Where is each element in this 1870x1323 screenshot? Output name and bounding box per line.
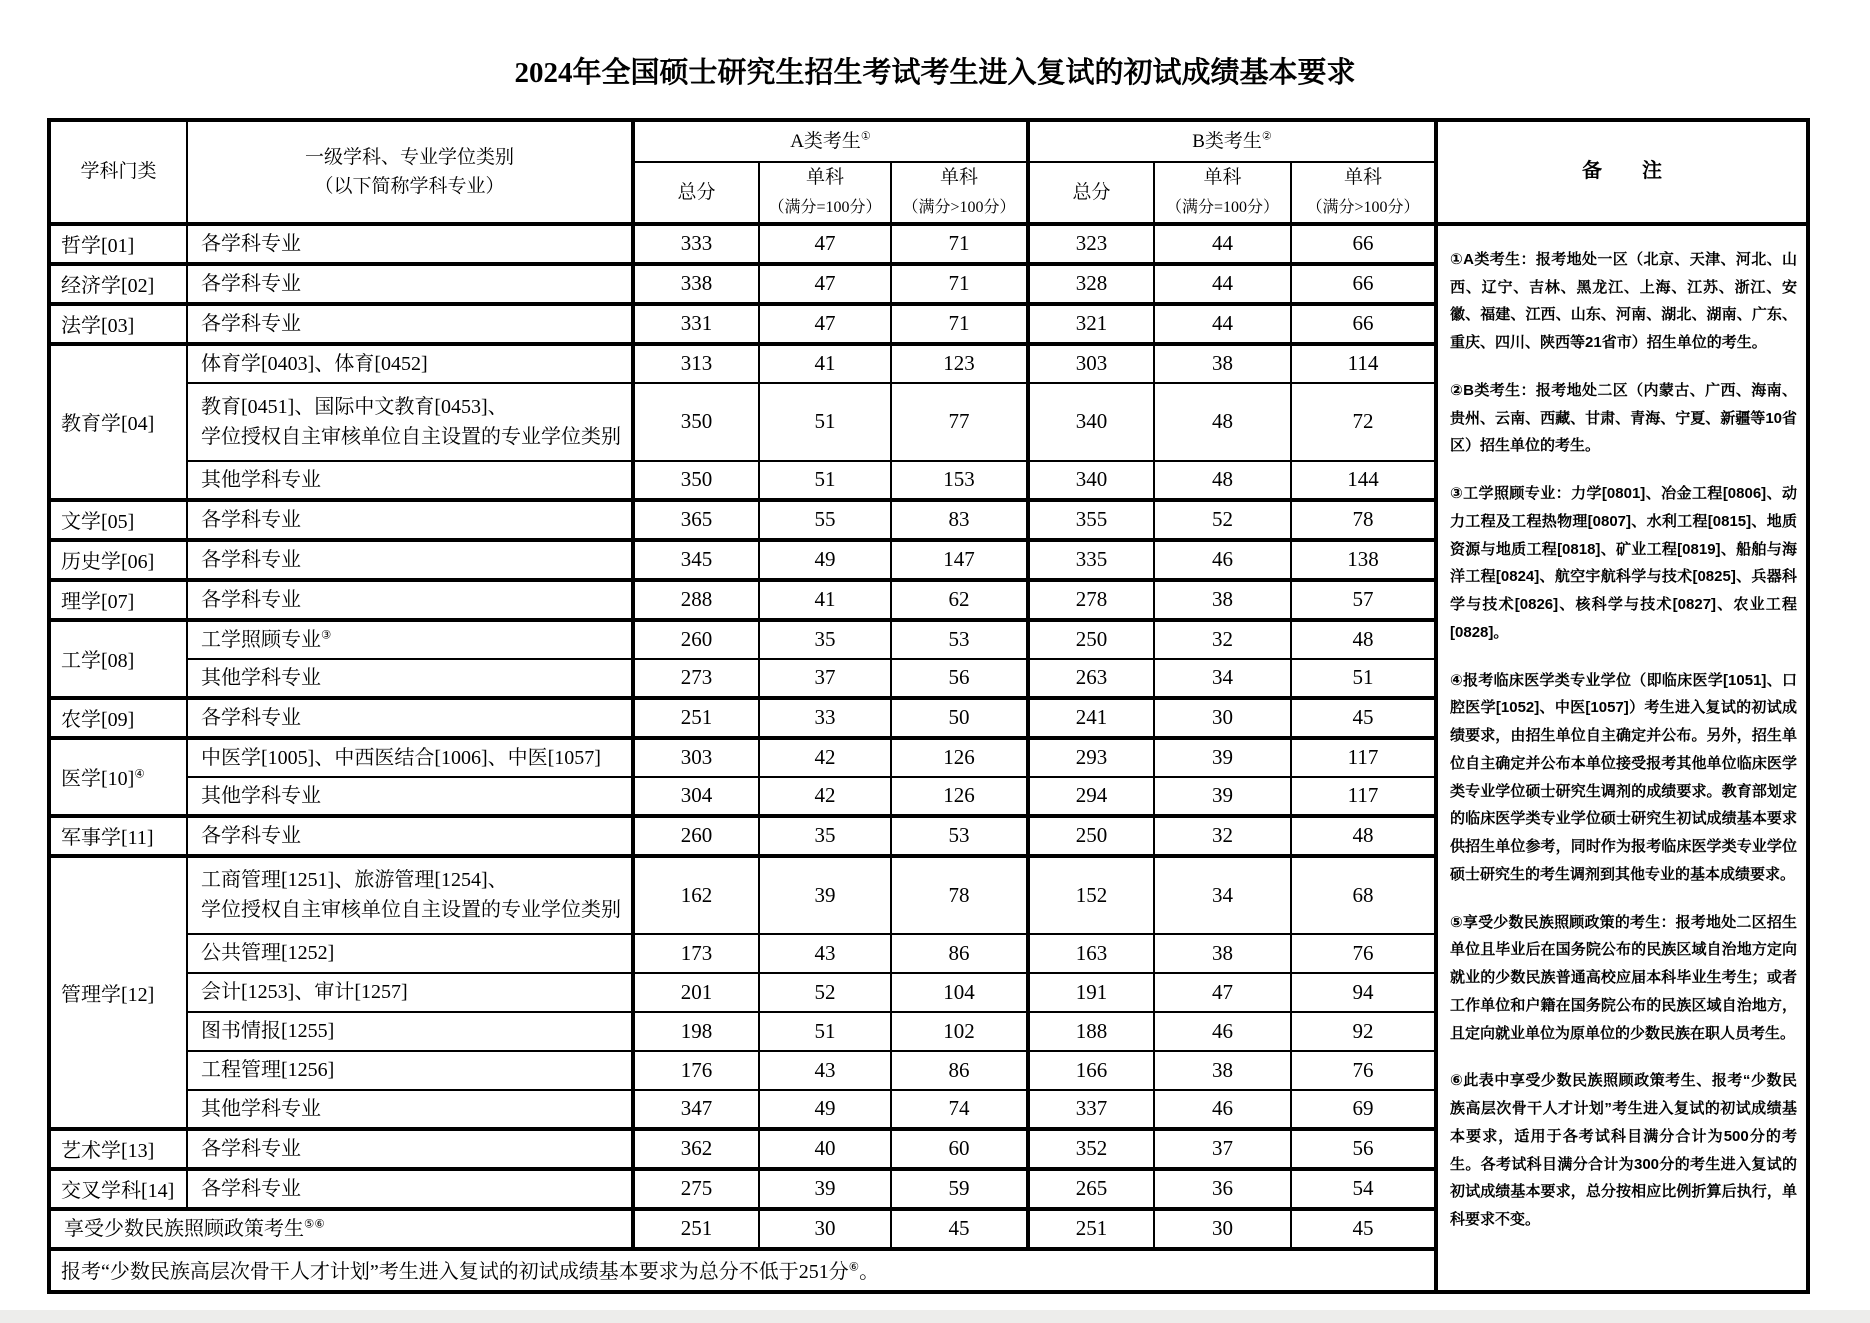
single-sub-label: （满分=100分） xyxy=(1166,199,1280,217)
score-cell: 48 xyxy=(1154,383,1291,461)
score-cell: 337 xyxy=(1028,1090,1154,1129)
score-cell: 66 xyxy=(1291,224,1436,264)
single-label: 单科 xyxy=(940,167,979,188)
specialty-cell: 公共管理[1252] xyxy=(187,934,633,973)
specialty-cell: 各学科专业 xyxy=(187,698,633,738)
score-cell: 39 xyxy=(1154,777,1291,816)
note-ref-sup: ⑤⑥ xyxy=(304,1217,325,1231)
score-cell: 86 xyxy=(891,1051,1028,1090)
score-cell: 328 xyxy=(1028,264,1154,304)
score-cell: 201 xyxy=(633,973,759,1012)
score-cell: 38 xyxy=(1154,934,1291,973)
category-cell: 历史学[06] xyxy=(49,540,187,580)
footer-note-cell: 报考“少数民族高层次骨干人才计划”考生进入复试的初试成绩基本要求为总分不低于251分⑥。 xyxy=(49,1249,1436,1292)
group-a-note-ref: ① xyxy=(860,130,871,143)
score-cell: 69 xyxy=(1291,1090,1436,1129)
group-b-note-ref: ② xyxy=(1261,130,1272,143)
score-cell: 176 xyxy=(633,1051,759,1090)
score-cell: 173 xyxy=(633,934,759,973)
score-cell: 333 xyxy=(633,224,759,264)
score-cell: 365 xyxy=(633,500,759,540)
score-cell: 59 xyxy=(891,1169,1028,1209)
score-cell: 52 xyxy=(1154,500,1291,540)
table-body xyxy=(49,224,1808,1292)
col-header-group-a xyxy=(633,120,1028,162)
score-cell: 335 xyxy=(1028,540,1154,580)
col-header-a-single-gt100 xyxy=(891,162,1028,224)
category-cell: 哲学[01] xyxy=(49,224,187,264)
category-cell: 军事学[11] xyxy=(49,816,187,856)
score-cell: 153 xyxy=(891,461,1028,500)
col-header-specialty-line1: 一级学科、专业学位类别 xyxy=(304,146,514,168)
score-cell: 45 xyxy=(891,1209,1028,1249)
note-paragraph: ⑥此表中享受少数民族照顾政策考生、报考“少数民族高层次骨干人才计划”考生进入复试的初试成绩基本要求，适用于各考试科目满分合计为500分的考生。各考试科目满分合计为300分的考生进入复试的初试成绩基本要求，总分按相应比例折算后执行，单科要求不变。 xyxy=(1450,1072,1798,1229)
single-sub-label: （满分>100分） xyxy=(1306,199,1420,217)
score-cell: 45 xyxy=(1291,698,1436,738)
score-cell: 273 xyxy=(633,659,759,698)
score-cell: 55 xyxy=(759,500,891,540)
specialty-cell: 各学科专业 xyxy=(187,224,633,264)
scan-shadow-band xyxy=(0,1310,1870,1323)
score-cell: 66 xyxy=(1291,264,1436,304)
single-label: 单科 xyxy=(805,167,844,188)
score-cell: 162 xyxy=(633,856,759,934)
score-cell: 126 xyxy=(891,777,1028,816)
score-cell: 46 xyxy=(1154,1090,1291,1129)
specialty-cell: 教育[0451]、国际中文教育[0453]、 学位授权自主审核单位自主设置的专业学位类别 xyxy=(187,383,633,461)
col-header-category: 学科门类 xyxy=(49,120,187,224)
score-cell: 47 xyxy=(759,304,891,344)
score-cell: 48 xyxy=(1154,461,1291,500)
score-cell: 38 xyxy=(1154,344,1291,383)
score-cell: 48 xyxy=(1291,620,1436,659)
score-cell: 53 xyxy=(891,816,1028,856)
note-ref-sup: ③ xyxy=(321,628,332,642)
score-cell: 303 xyxy=(633,738,759,777)
score-cell: 46 xyxy=(1154,1012,1291,1051)
score-cell: 347 xyxy=(633,1090,759,1129)
score-cell: 30 xyxy=(1154,698,1291,738)
score-cell: 293 xyxy=(1028,738,1154,777)
score-cell: 44 xyxy=(1154,304,1291,344)
note-paragraph: ②B类考生：报考地处二区（内蒙古、广西、海南、贵州、云南、西藏、甘肃、青海、宁夏、新疆等10省区）招生单位的考生。 xyxy=(1450,381,1798,455)
score-cell: 39 xyxy=(1154,738,1291,777)
score-cell: 39 xyxy=(759,1169,891,1209)
note-ref-sup: ⑥ xyxy=(848,1260,860,1274)
specialty-cell: 各学科专业 xyxy=(187,1169,633,1209)
specialty-cell: 工程管理[1256] xyxy=(187,1051,633,1090)
score-cell: 48 xyxy=(1291,816,1436,856)
col-header-a-total: 总分 xyxy=(633,162,759,224)
score-cell: 288 xyxy=(633,580,759,620)
category-cell: 理学[07] xyxy=(49,580,187,620)
score-cell: 340 xyxy=(1028,461,1154,500)
score-cell: 72 xyxy=(1291,383,1436,461)
score-cell: 34 xyxy=(1154,856,1291,934)
score-cell: 260 xyxy=(633,620,759,659)
header-row-groups xyxy=(49,120,1808,162)
score-cell: 278 xyxy=(1028,580,1154,620)
score-cell: 321 xyxy=(1028,304,1154,344)
score-cell: 251 xyxy=(1028,1209,1154,1249)
score-cell: 66 xyxy=(1291,304,1436,344)
score-cell: 304 xyxy=(633,777,759,816)
specialty-cell: 各学科专业 xyxy=(187,540,633,580)
col-header-b-total: 总分 xyxy=(1028,162,1154,224)
score-cell: 166 xyxy=(1028,1051,1154,1090)
score-cell: 191 xyxy=(1028,973,1154,1012)
score-cell: 350 xyxy=(633,383,759,461)
score-cell: 303 xyxy=(1028,344,1154,383)
single-label: 单科 xyxy=(1344,167,1383,188)
category-cell: 管理学[12] xyxy=(49,856,187,1129)
score-cell: 30 xyxy=(1154,1209,1291,1249)
score-cell: 38 xyxy=(1154,580,1291,620)
score-cell: 114 xyxy=(1291,344,1436,383)
score-cell: 51 xyxy=(759,383,891,461)
score-cell: 188 xyxy=(1028,1012,1154,1051)
score-cell: 44 xyxy=(1154,224,1291,264)
score-cell: 35 xyxy=(759,816,891,856)
score-cell: 144 xyxy=(1291,461,1436,500)
col-header-notes: 备 注 xyxy=(1436,120,1808,224)
minority-policy-cell: 享受少数民族照顾政策考生⑤⑥ xyxy=(49,1209,633,1249)
score-cell: 265 xyxy=(1028,1169,1154,1209)
category-cell: 经济学[02] xyxy=(49,264,187,304)
category-cell: 交叉学科[14] xyxy=(49,1169,187,1209)
specialty-cell: 中医学[1005]、中西医结合[1006]、中医[1057] xyxy=(187,738,633,777)
score-cell: 36 xyxy=(1154,1169,1291,1209)
score-cell: 86 xyxy=(891,934,1028,973)
group-b-label: B类考生 xyxy=(1192,130,1262,152)
score-cell: 62 xyxy=(891,580,1028,620)
score-cell: 251 xyxy=(633,1209,759,1249)
score-cell: 49 xyxy=(759,540,891,580)
score-cell: 51 xyxy=(759,1012,891,1051)
score-cell: 47 xyxy=(759,264,891,304)
note-ref-sup: ④ xyxy=(134,767,145,781)
score-cell: 51 xyxy=(1291,659,1436,698)
score-table xyxy=(47,118,1810,1294)
score-cell: 32 xyxy=(1154,620,1291,659)
specialty-cell: 工商管理[1251]、旅游管理[1254]、 学位授权自主审核单位自主设置的专业学位类别 xyxy=(187,856,633,934)
col-header-b-single-gt100 xyxy=(1291,162,1436,224)
score-cell: 56 xyxy=(891,659,1028,698)
score-cell: 263 xyxy=(1028,659,1154,698)
category-cell: 法学[03] xyxy=(49,304,187,344)
score-cell: 117 xyxy=(1291,777,1436,816)
score-cell: 33 xyxy=(759,698,891,738)
category-cell: 农学[09] xyxy=(49,698,187,738)
score-cell: 46 xyxy=(1154,540,1291,580)
score-cell: 102 xyxy=(891,1012,1028,1051)
single-label: 单科 xyxy=(1203,167,1242,188)
score-cell: 47 xyxy=(1154,973,1291,1012)
specialty-cell: 会计[1253]、审计[1257] xyxy=(187,973,633,1012)
score-cell: 313 xyxy=(633,344,759,383)
score-cell: 41 xyxy=(759,580,891,620)
score-cell: 42 xyxy=(759,777,891,816)
score-cell: 126 xyxy=(891,738,1028,777)
score-cell: 83 xyxy=(891,500,1028,540)
score-cell: 49 xyxy=(759,1090,891,1129)
score-cell: 294 xyxy=(1028,777,1154,816)
score-cell: 147 xyxy=(891,540,1028,580)
score-cell: 241 xyxy=(1028,698,1154,738)
category-cell: 医学[10]④ xyxy=(49,738,187,816)
score-cell: 56 xyxy=(1291,1129,1436,1169)
score-cell: 104 xyxy=(891,973,1028,1012)
score-cell: 42 xyxy=(759,738,891,777)
score-cell: 71 xyxy=(891,264,1028,304)
score-cell: 68 xyxy=(1291,856,1436,934)
score-cell: 123 xyxy=(891,344,1028,383)
score-cell: 117 xyxy=(1291,738,1436,777)
specialty-cell: 各学科专业 xyxy=(187,1129,633,1169)
score-cell: 345 xyxy=(633,540,759,580)
score-cell: 44 xyxy=(1154,264,1291,304)
col-header-a-single-eq100 xyxy=(759,162,891,224)
score-cell: 37 xyxy=(759,659,891,698)
col-header-group-b xyxy=(1028,120,1436,162)
score-cell: 43 xyxy=(759,934,891,973)
score-cell: 35 xyxy=(759,620,891,659)
specialty-cell: 各学科专业 xyxy=(187,816,633,856)
page-title: 2024年全国硕士研究生招生考试考生进入复试的初试成绩基本要求 xyxy=(514,57,1356,89)
score-cell: 43 xyxy=(759,1051,891,1090)
score-cell: 78 xyxy=(891,856,1028,934)
specialty-cell: 其他学科专业 xyxy=(187,659,633,698)
score-cell: 57 xyxy=(1291,580,1436,620)
score-cell: 250 xyxy=(1028,620,1154,659)
specialty-cell: 图书情报[1255] xyxy=(187,1012,633,1051)
score-cell: 94 xyxy=(1291,973,1436,1012)
score-cell: 41 xyxy=(759,344,891,383)
score-cell: 355 xyxy=(1028,500,1154,540)
score-cell: 198 xyxy=(633,1012,759,1051)
score-cell: 250 xyxy=(1028,816,1154,856)
score-cell: 32 xyxy=(1154,816,1291,856)
score-cell: 39 xyxy=(759,856,891,934)
score-cell: 76 xyxy=(1291,934,1436,973)
score-cell: 37 xyxy=(1154,1129,1291,1169)
note-paragraph: ①A类考生：报考地处一区（北京、天津、河北、山西、辽宁、吉林、黑龙江、上海、江苏、浙江、安徽、福建、江西、山东、河南、湖北、湖南、广东、重庆、四川、陕西等21省市）招生单位的考生。 xyxy=(1450,250,1798,352)
category-cell: 教育学[04] xyxy=(49,344,187,500)
score-cell: 275 xyxy=(633,1169,759,1209)
score-table-wrap xyxy=(47,118,1870,1294)
score-cell: 331 xyxy=(633,304,759,344)
score-cell: 71 xyxy=(891,304,1028,344)
category-cell: 艺术学[13] xyxy=(49,1129,187,1169)
score-cell: 340 xyxy=(1028,383,1154,461)
score-cell: 50 xyxy=(891,698,1028,738)
specialty-cell: 其他学科专业 xyxy=(187,777,633,816)
note-paragraph: ④报考临床医学类专业学位（即临床医学[1051]、口腔医学[1052]、中医[1057]）考生进入复试的初试成绩要求，由招生单位自主确定并公布。另外，招生单位自主确定并公布本单位接受报考其他单位临床医学类专业学位硕士研究生调剂的成绩要求。教育部划定的临床医学类专业学位硕士研究生初试成绩基本要求供招生单位参考，同时作为报考临床医学类专业学位硕士研究生的考生调剂到其他专业的基本成绩要求。 xyxy=(1450,671,1798,883)
col-header-specialty xyxy=(187,120,633,224)
score-cell: 60 xyxy=(891,1129,1028,1169)
score-cell: 323 xyxy=(1028,224,1154,264)
score-cell: 362 xyxy=(633,1129,759,1169)
table-row xyxy=(49,224,1808,264)
specialty-cell: 其他学科专业 xyxy=(187,1090,633,1129)
score-cell: 47 xyxy=(759,224,891,264)
score-cell: 53 xyxy=(891,620,1028,659)
specialty-cell: 各学科专业 xyxy=(187,580,633,620)
category-cell: 文学[05] xyxy=(49,500,187,540)
score-cell: 38 xyxy=(1154,1051,1291,1090)
single-sub-label: （满分>100分） xyxy=(902,199,1016,217)
score-cell: 74 xyxy=(891,1090,1028,1129)
specialty-cell: 各学科专业 xyxy=(187,500,633,540)
col-header-specialty-line2: （以下简称学科专业） xyxy=(314,175,505,197)
score-cell: 92 xyxy=(1291,1012,1436,1051)
score-cell: 71 xyxy=(891,224,1028,264)
score-cell: 163 xyxy=(1028,934,1154,973)
score-cell: 78 xyxy=(1291,500,1436,540)
score-cell: 30 xyxy=(759,1209,891,1249)
score-cell: 51 xyxy=(759,461,891,500)
score-cell: 34 xyxy=(1154,659,1291,698)
score-cell: 352 xyxy=(1028,1129,1154,1169)
single-sub-label: （满分=100分） xyxy=(768,199,882,217)
notes-cell xyxy=(1436,224,1808,1292)
specialty-cell: 工学照顾专业③ xyxy=(187,620,633,659)
specialty-cell: 各学科专业 xyxy=(187,264,633,304)
group-a-label: A类考生 xyxy=(790,130,861,152)
score-cell: 152 xyxy=(1028,856,1154,934)
score-cell: 40 xyxy=(759,1129,891,1169)
score-cell: 54 xyxy=(1291,1169,1436,1209)
specialty-cell: 各学科专业 xyxy=(187,304,633,344)
score-cell: 251 xyxy=(633,698,759,738)
score-cell: 76 xyxy=(1291,1051,1436,1090)
col-header-b-single-eq100 xyxy=(1154,162,1291,224)
category-cell: 工学[08] xyxy=(49,620,187,698)
specialty-cell: 其他学科专业 xyxy=(187,461,633,500)
note-paragraph: ⑤享受少数民族照顾政策的考生：报考地处二区招生单位且毕业后在国务院公布的民族区域自治地方定向就业的少数民族普通高校应届本科毕业生考生；或者工作单位和户籍在国务院公布的民族区域自治地方，且定向就业单位为原单位的少数民族在职人员考生。 xyxy=(1450,913,1798,1042)
score-cell: 260 xyxy=(633,816,759,856)
score-cell: 338 xyxy=(633,264,759,304)
score-cell: 52 xyxy=(759,973,891,1012)
note-paragraph: ③工学照顾专业：力学[0801]、冶金工程[0806]、动力工程及工程热物理[0807]、水利工程[0815]、地质资源与地质工程[0818]、矿业工程[0819]、船舶与海洋工程[0824]、航空宇航科学与技术[0825]、兵器科学与技术[0826]、核科学与技术[0827]、农业工程[0828]。 xyxy=(1450,485,1798,641)
score-cell: 45 xyxy=(1291,1209,1436,1249)
score-cell: 350 xyxy=(633,461,759,500)
table-header xyxy=(49,120,1808,224)
score-cell: 77 xyxy=(891,383,1028,461)
score-cell: 138 xyxy=(1291,540,1436,580)
specialty-cell: 体育学[0403]、体育[0452] xyxy=(187,344,633,383)
